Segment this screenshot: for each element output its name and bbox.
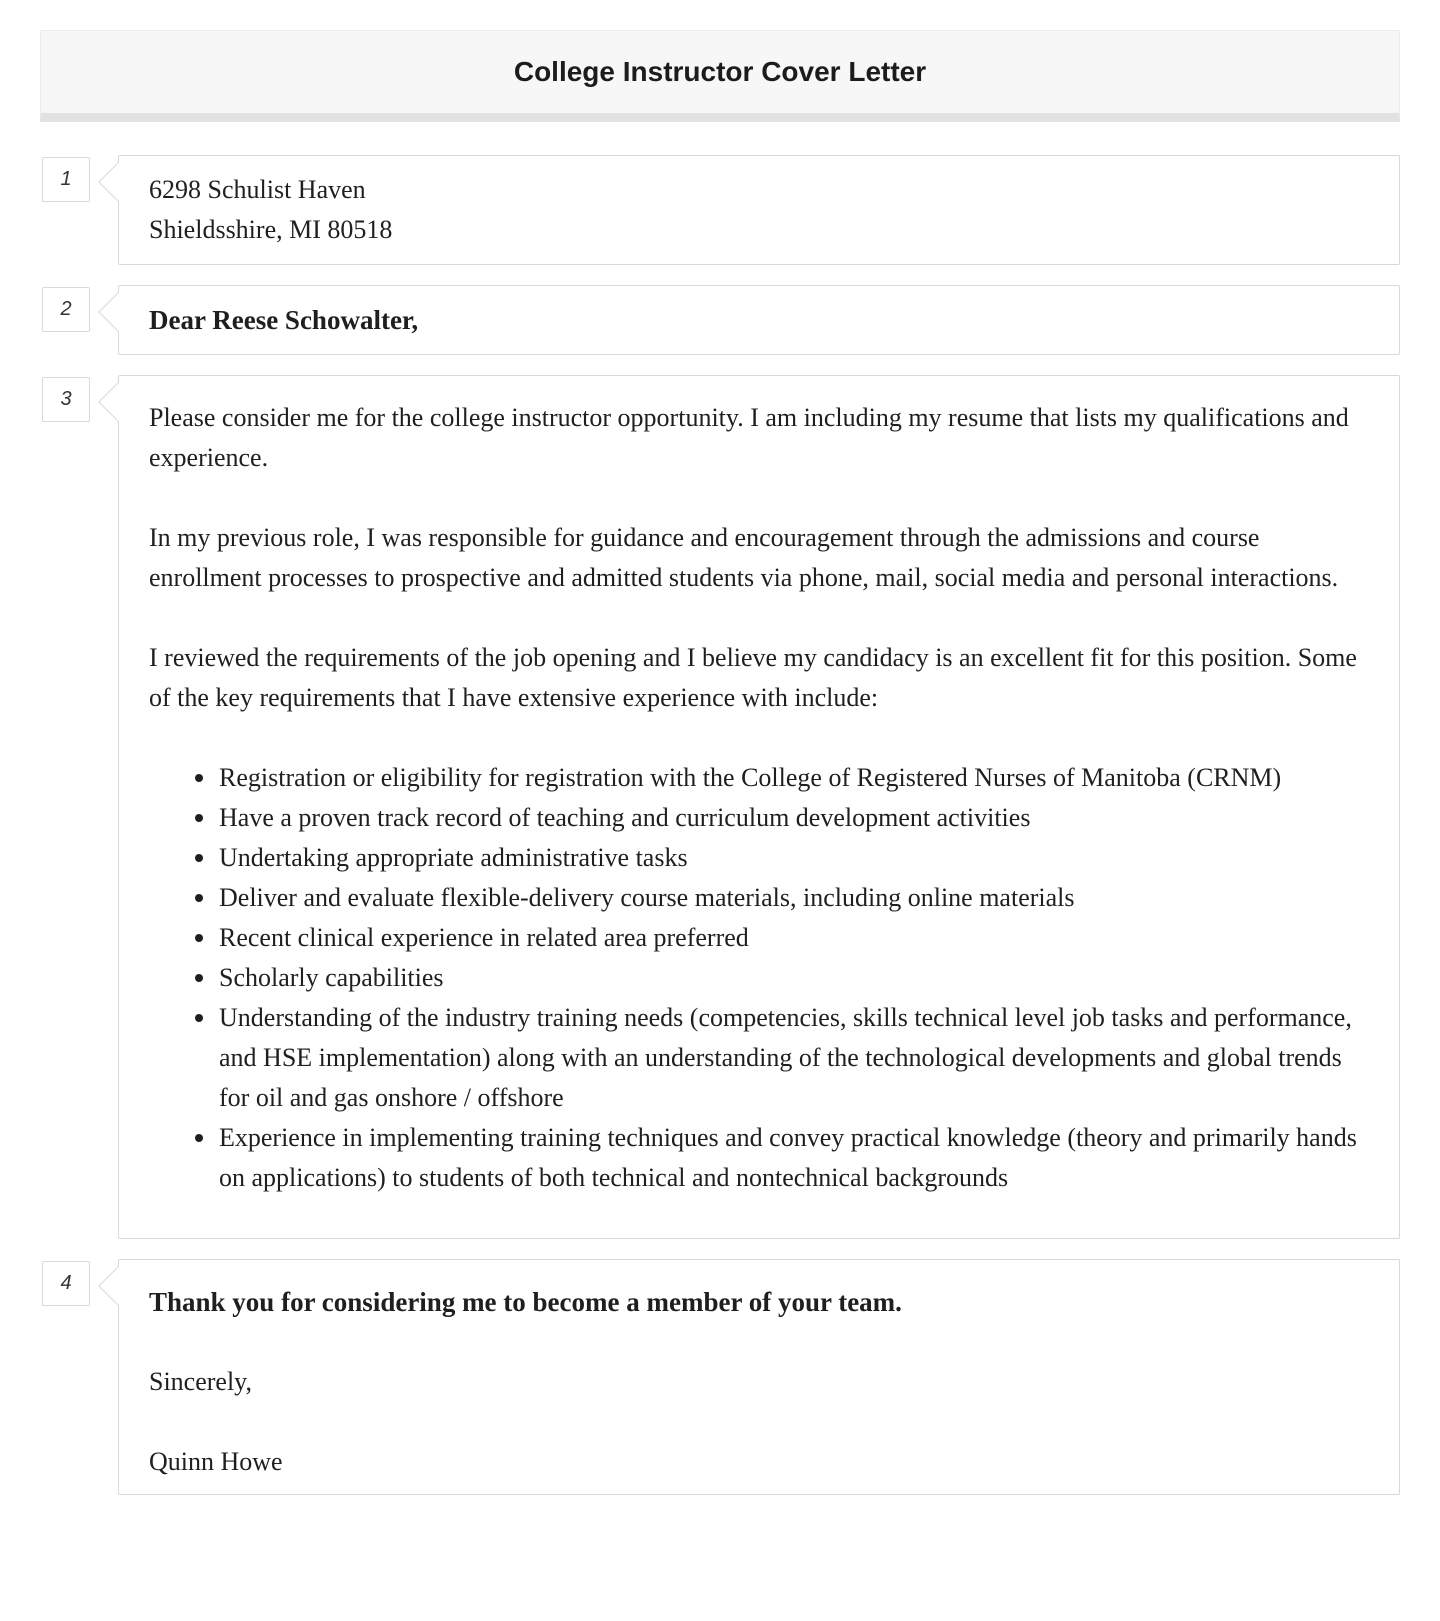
- section-pointer: [98, 382, 138, 422]
- document-header: [40, 30, 1400, 122]
- section-4-number-badge: [42, 1261, 90, 1306]
- section-number: 4: [60, 1272, 72, 1294]
- section-pointer: [98, 292, 138, 332]
- section-pointer: [98, 1266, 138, 1306]
- signoff: Sincerely,: [149, 1367, 252, 1396]
- bullet-item: Recent clinical experience in related area preferred: [219, 918, 1369, 958]
- section-body: [40, 375, 1400, 1239]
- section-number: 3: [60, 388, 72, 410]
- section-number: 1: [60, 168, 72, 190]
- requirements-list: [149, 758, 1369, 1198]
- bullet-item: Undertaking appropriate administrative tasks: [219, 838, 1369, 878]
- closing-line: Thank you for considering me to become a member of your team.: [149, 1287, 902, 1317]
- section-1-number-badge: [42, 157, 90, 202]
- bullet-item: Registration or eligibility for registration with the College of Registered Nurses of Manitoba (CRNM): [219, 758, 1369, 798]
- section-closing: [40, 1259, 1400, 1495]
- salutation-text: Dear Reese Schowalter,: [149, 305, 419, 335]
- document-title: College Instructor Cover Letter: [513, 56, 927, 87]
- section-pointer: [98, 162, 138, 202]
- address-line-2: Shieldsshire, MI 80518: [149, 215, 393, 244]
- address-line-1: 6298 Schulist Haven: [149, 175, 366, 204]
- section-number: 2: [60, 298, 72, 320]
- bullet-item: Deliver and evaluate flexible-delivery course materials, including online materials: [219, 878, 1369, 918]
- body-paragraph: Please consider me for the college instructor opportunity. I am including my resume that lists my qualifications and experience.: [149, 403, 1349, 472]
- body-paragraph: I reviewed the requirements of the job opening and I believe my candidacy is an excellent fit for this position. Some of the key requirements that I have extensive experience with include:: [149, 643, 1357, 712]
- address-block: [118, 155, 1400, 265]
- section-salutation: [40, 285, 1400, 355]
- bullet-item: Understanding of the industry training needs (competencies, skills technical level job tasks and performance, and HSE implementation) along with an understanding of the technological developments and global trends for oil and gas onshore / offshore: [219, 998, 1369, 1118]
- closing-block: [118, 1259, 1400, 1495]
- section-2-number-badge: [42, 287, 90, 332]
- bullet-item: Have a proven track record of teaching and curriculum development activities: [219, 798, 1369, 838]
- salutation-block: [118, 285, 1400, 355]
- body-paragraph: In my previous role, I was responsible for guidance and encouragement through the admissions and course enrollment processes to prospective and admitted students via phone, mail, social media and personal interactions.: [149, 523, 1339, 592]
- body-block: [118, 375, 1400, 1239]
- bullet-item: Experience in implementing training techniques and convey practical knowledge (theory and primarily hands on applications) to students of both technical and nontechnical backgrounds: [219, 1118, 1369, 1198]
- bullet-item: Scholarly capabilities: [219, 958, 1369, 998]
- section-address: [40, 155, 1400, 265]
- section-3-number-badge: [42, 377, 90, 422]
- signature-name: Quinn Howe: [149, 1447, 283, 1476]
